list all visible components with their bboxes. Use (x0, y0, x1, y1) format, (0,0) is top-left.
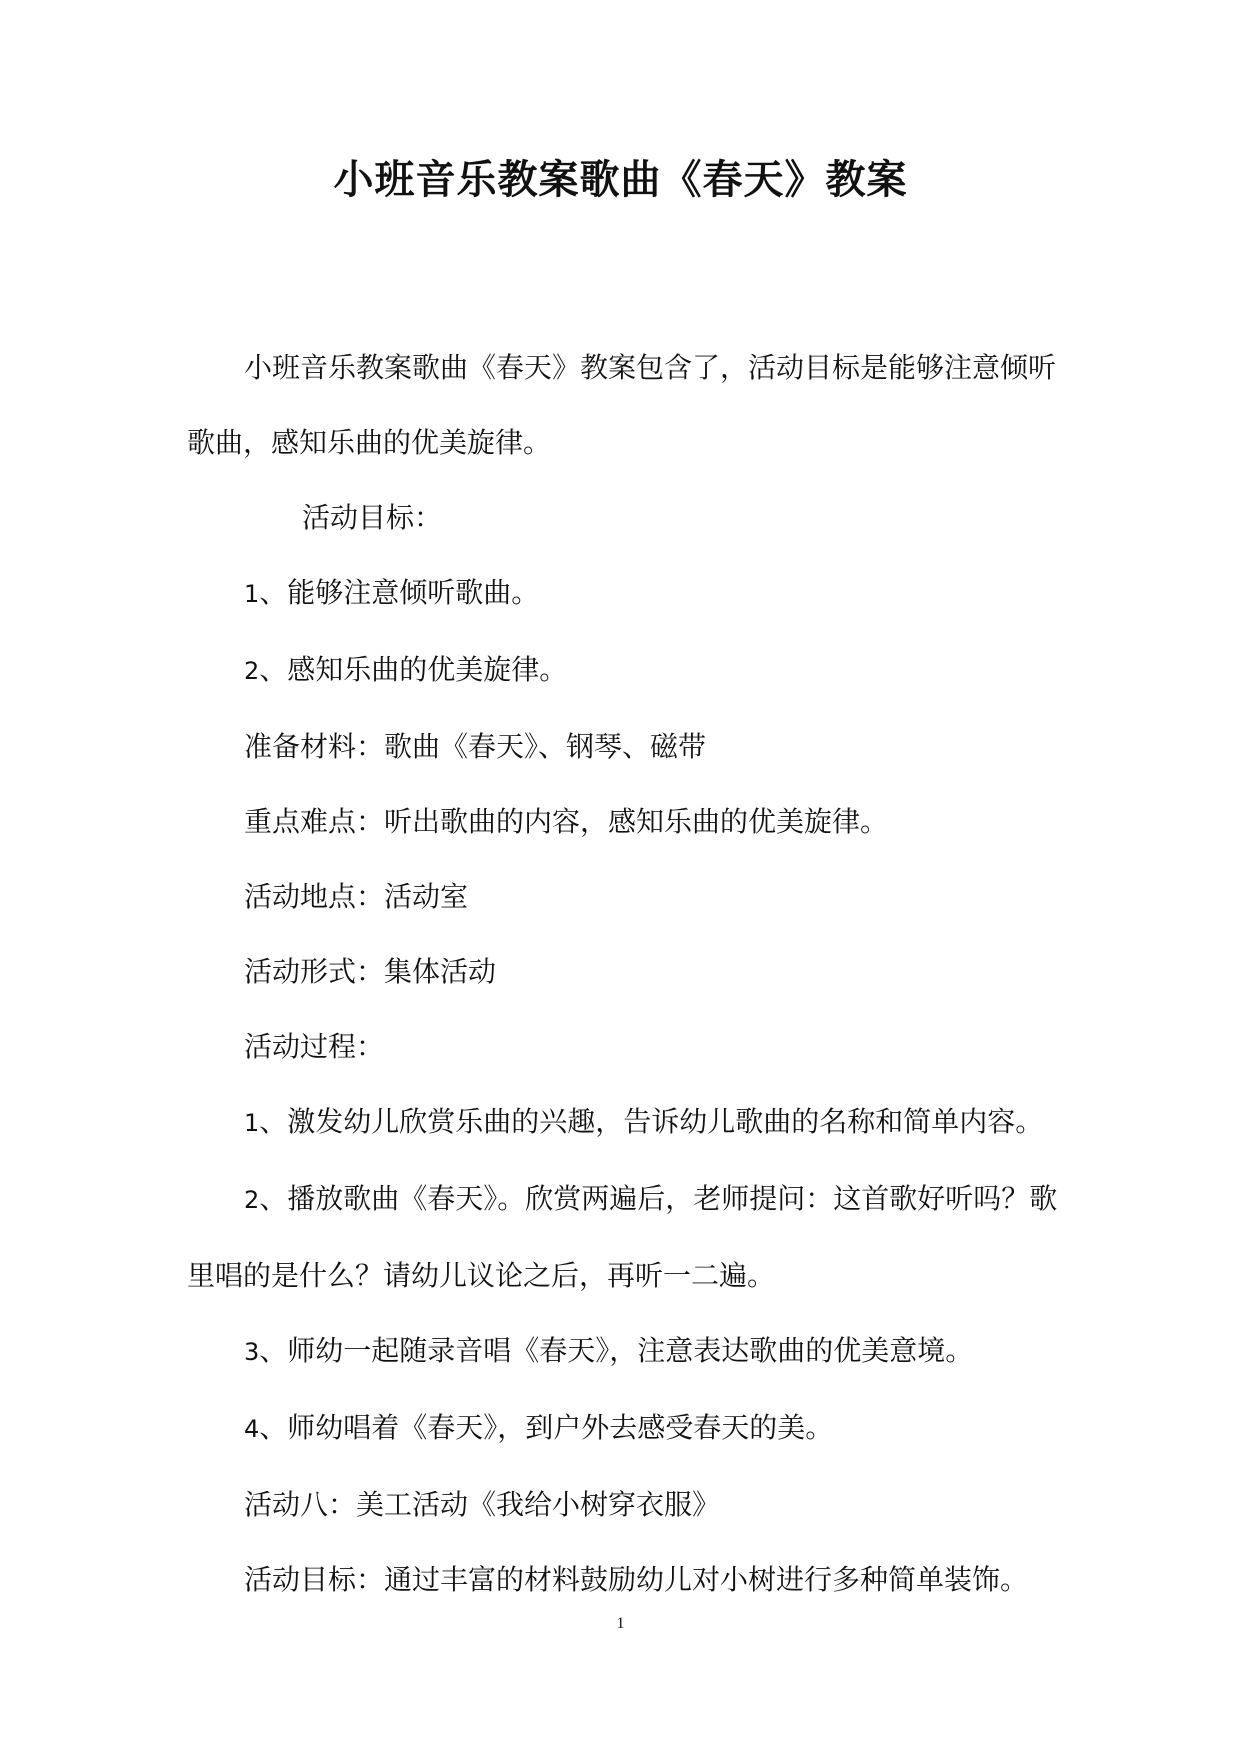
process-step-1-number: 1 (244, 1109, 260, 1137)
goal-item-2 (187, 632, 1067, 709)
location-line: 活动地点：活动室 (244, 880, 469, 913)
activity-8-goal: 活动目标：通过丰富的材料鼓励幼儿对小树进行多种简单装饰。 (244, 1563, 1029, 1596)
process-step-2 (187, 1161, 1067, 1313)
goal-item-2-text: 、感知乐曲的优美旋律。 (259, 653, 568, 686)
intro-paragraph: 小班音乐教案歌曲《春天》教案包含了，活动目标是能够注意倾听歌曲，感知乐曲的优美旋律。 (187, 351, 1057, 459)
materials-line: 准备材料：歌曲《春天》、钢琴、磁带 (244, 730, 707, 763)
goal-item-1-number: 1 (244, 580, 260, 608)
process-heading: 活动过程： (244, 1030, 385, 1063)
process-step-3-text: 、师幼一起随录音唱《春天》，注意表达歌曲的优美意境。 (259, 1334, 974, 1367)
goal-item-1 (187, 555, 1067, 632)
process-step-2-text: 、播放歌曲《春天》。欣赏两遍后，老师提问：这首歌好听吗？歌里唱的是什么？请幼儿议论之后，再听一二遍。 (187, 1182, 1058, 1292)
key-points-line: 重点难点：听出歌曲的内容，感知乐曲的优美旋律。 (244, 805, 889, 838)
activity-8-heading: 活动八：美工活动《我给小树穿衣服》 (244, 1488, 721, 1521)
process-step-1-text: 、激发幼儿欣赏乐曲的兴趣，告诉幼儿歌曲的名称和简单内容。 (259, 1105, 1044, 1138)
goal-item-1-text: 、能够注意倾听歌曲。 (259, 576, 540, 609)
format-line: 活动形式：集体活动 (244, 955, 497, 988)
page-number: 1 (616, 1615, 625, 1632)
process-step-4 (187, 1390, 1067, 1467)
document-title: 小班音乐教案歌曲《春天》教案 (333, 156, 908, 203)
process-step-3-number: 3 (244, 1338, 260, 1366)
goal-item-2-number: 2 (244, 657, 260, 685)
process-step-3 (187, 1313, 1067, 1390)
document-body (187, 330, 1067, 1617)
goals-heading: 活动目标： (302, 501, 443, 534)
process-step-4-text: 、师幼唱着《春天》，到户外去感受春天的美。 (259, 1411, 834, 1444)
process-step-1 (187, 1084, 1067, 1161)
process-step-2-number: 2 (244, 1186, 260, 1214)
process-step-4-number: 4 (244, 1415, 260, 1443)
